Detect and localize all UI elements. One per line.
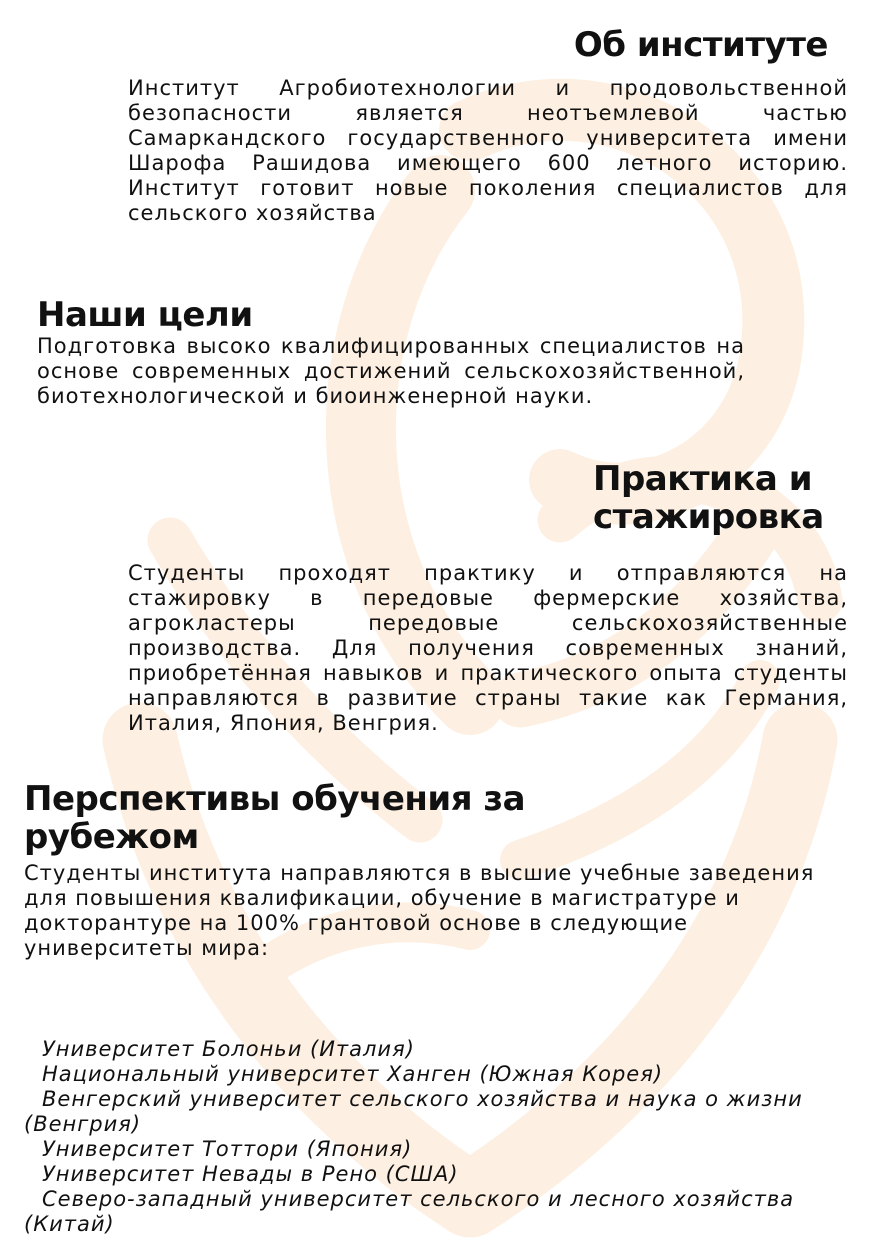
university-item: Венгерский университет сельского хозяйства и наука о жизни (Венгрия) (24, 1087, 803, 1136)
practice-title: Практика и стажировка (593, 459, 824, 537)
about-text: Институт Агробиотехнологии и продовольственной безопасности является неотъемлевой частью Самаркандского государственного университета имени Шарофа Рашидова имеющего 600 летного историю. Институт готовит новые поколения специалистов для сельского хозяйства (128, 76, 848, 225)
university-item: Университет Невады в Рено (США) (42, 1162, 459, 1186)
goals-title: Наши цели (37, 295, 253, 335)
universities-section (24, 1037, 814, 1237)
university-item: Университет Тоттори (Япония) (42, 1137, 413, 1161)
abroad-title: Перспективы обучения за рубежом (24, 779, 526, 857)
university-item: Университет Болоньи (Италия) (42, 1037, 415, 1061)
goals-text: Подготовка высоко квалифицированных специалистов на основе современных достижений сельскохозяйственной, биотехнологической и биоинженерной науки. (37, 334, 745, 408)
about-section (128, 26, 848, 226)
practice-text: Студенты проходят практику и отправляются на стажировку в передовые фермерские хозяйства, агрокластеры передовые сельскохозяйственные производства. Для получения современных знаний, приобретённая навыков и практического опыта студенты направляются в развитие страны такие как Германия, Италия, Япония, Венгрия. (128, 561, 848, 735)
university-item: Северо-западный университет сельского и лесного хозяйства (Китай) (24, 1187, 795, 1236)
university-item: Национальный университет Ханген (Южная Корея) (42, 1062, 664, 1086)
abroad-section (24, 861, 834, 961)
abroad-text: Студенты института направляются в высшие учебные заведения для повышения квалификации, обучение в магистратуре и докторантуре на 100% грантовой основе в следующие университеты мира: (24, 861, 815, 960)
about-title: Об институте (573, 25, 828, 65)
practice-section (128, 561, 848, 736)
universities-list (24, 1037, 814, 1237)
goals-section (37, 296, 745, 409)
